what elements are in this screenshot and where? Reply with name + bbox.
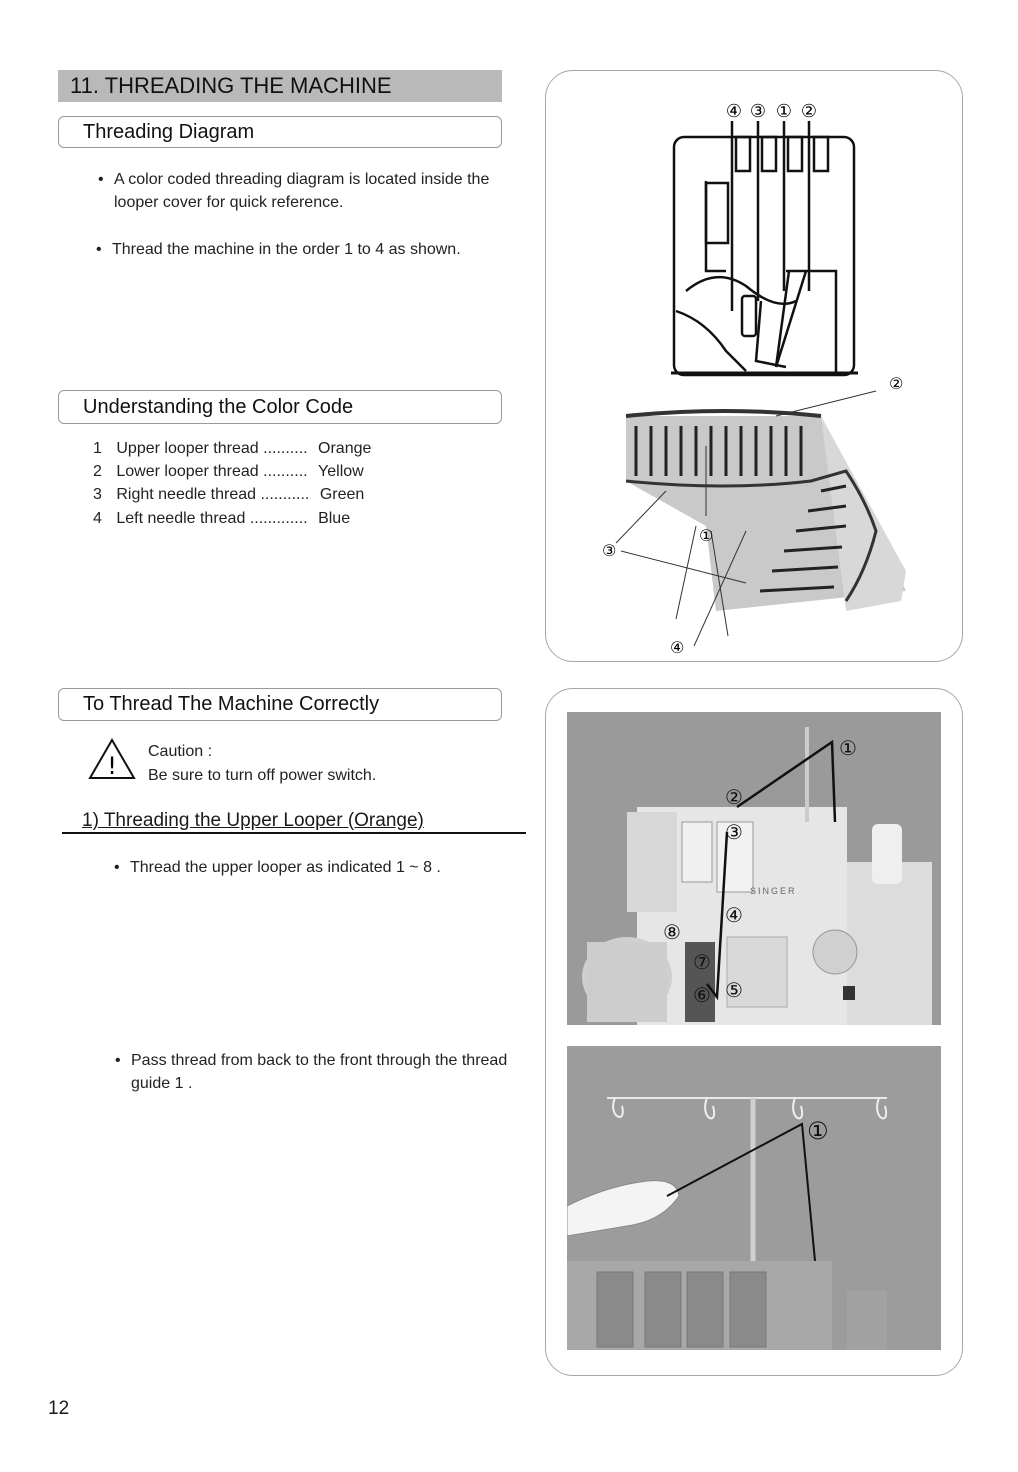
bullet-text: Thread the machine in the order 1 to 4 as shown. xyxy=(112,241,461,258)
machine-photo xyxy=(567,712,941,1025)
order-label: ④ xyxy=(725,101,743,122)
machine-outline xyxy=(671,121,858,375)
row-label: Left needle thread xyxy=(116,510,246,527)
row-num: 2 xyxy=(93,463,102,480)
row-color: Yellow xyxy=(318,463,364,480)
brand-label: SINGER xyxy=(750,886,797,896)
upper-looper-heading: 1) Threading the Upper Looper (Orange) xyxy=(62,808,526,834)
stitch-label: ① xyxy=(699,526,714,545)
caution-label: Caution : xyxy=(148,743,213,760)
color-row-2 xyxy=(93,463,364,481)
bullet-dot: • xyxy=(115,1052,121,1069)
photo-label: ② xyxy=(725,785,743,809)
photo-label: ⑥ xyxy=(693,983,711,1007)
bullet-color-diagram xyxy=(98,168,534,214)
row-dots: ............. xyxy=(249,510,308,527)
threading-diagram-heading: Threading Diagram xyxy=(58,116,502,148)
threading-diagram-panel xyxy=(545,70,963,662)
page-number: 12 xyxy=(48,1398,70,1419)
photo-label: ⑧ xyxy=(663,920,681,944)
thread-correctly-heading: To Thread The Machine Correctly xyxy=(58,688,502,721)
photo-label: ⑦ xyxy=(693,950,711,974)
color-row-1 xyxy=(93,440,371,458)
section-title: 11. THREADING THE MACHINE xyxy=(58,70,502,102)
color-row-3 xyxy=(93,486,364,504)
color-code-heading: Understanding the Color Code xyxy=(58,390,502,424)
caution-text: Be sure to turn off power switch. xyxy=(148,767,377,784)
bullet-dot: • xyxy=(114,859,120,876)
row-num: 4 xyxy=(93,510,102,527)
stitch-label: ② xyxy=(889,374,904,393)
thread-guide-photo xyxy=(567,1046,941,1350)
bullet-thread-order xyxy=(96,238,542,261)
row-color: Green xyxy=(319,486,365,503)
bullet-dot: • xyxy=(96,241,102,258)
warning-icon xyxy=(87,737,137,781)
row-dots: .......... xyxy=(263,440,308,457)
row-label: Upper looper thread xyxy=(116,440,259,457)
svg-text:!: ! xyxy=(107,752,117,780)
thread-guide-illustration xyxy=(567,1046,941,1350)
stitch-illustration xyxy=(602,374,906,657)
bullet-thread-guide xyxy=(115,1049,531,1095)
bullet-dot: • xyxy=(98,171,104,188)
photo-label: ④ xyxy=(725,903,743,927)
order-label: ① xyxy=(775,101,793,122)
order-label: ② xyxy=(800,101,818,122)
order-label: ③ xyxy=(749,101,767,122)
color-row-4 xyxy=(93,510,350,528)
bullet-upper-looper xyxy=(114,856,530,879)
row-dots: .......... xyxy=(263,463,308,480)
row-color: Blue xyxy=(318,510,351,527)
photo-label: ① xyxy=(839,736,857,760)
row-dots: ........... xyxy=(260,486,310,503)
photo-label: ③ xyxy=(725,820,743,844)
stitch-label: ③ xyxy=(602,541,617,560)
machine-photo-illustration xyxy=(567,712,941,1025)
threading-diagram-illustration xyxy=(546,71,964,663)
row-color: Orange xyxy=(318,440,372,457)
row-label: Lower looper thread xyxy=(116,463,259,480)
stitch-label: ④ xyxy=(670,638,685,657)
row-label: Right needle thread xyxy=(116,486,257,503)
bullet-text: A color coded threading diagram is located inside the looper cover for quick reference. xyxy=(114,171,490,211)
bullet-text: Thread the upper looper as indicated 1 ~ 8 . xyxy=(130,859,441,876)
photo-label: ⑤ xyxy=(725,978,743,1002)
photo-label: ① xyxy=(807,1117,829,1145)
bullet-text: Pass thread from back to the front through the thread guide 1 . xyxy=(131,1052,508,1092)
row-num: 3 xyxy=(93,486,102,503)
row-num: 1 xyxy=(93,440,102,457)
